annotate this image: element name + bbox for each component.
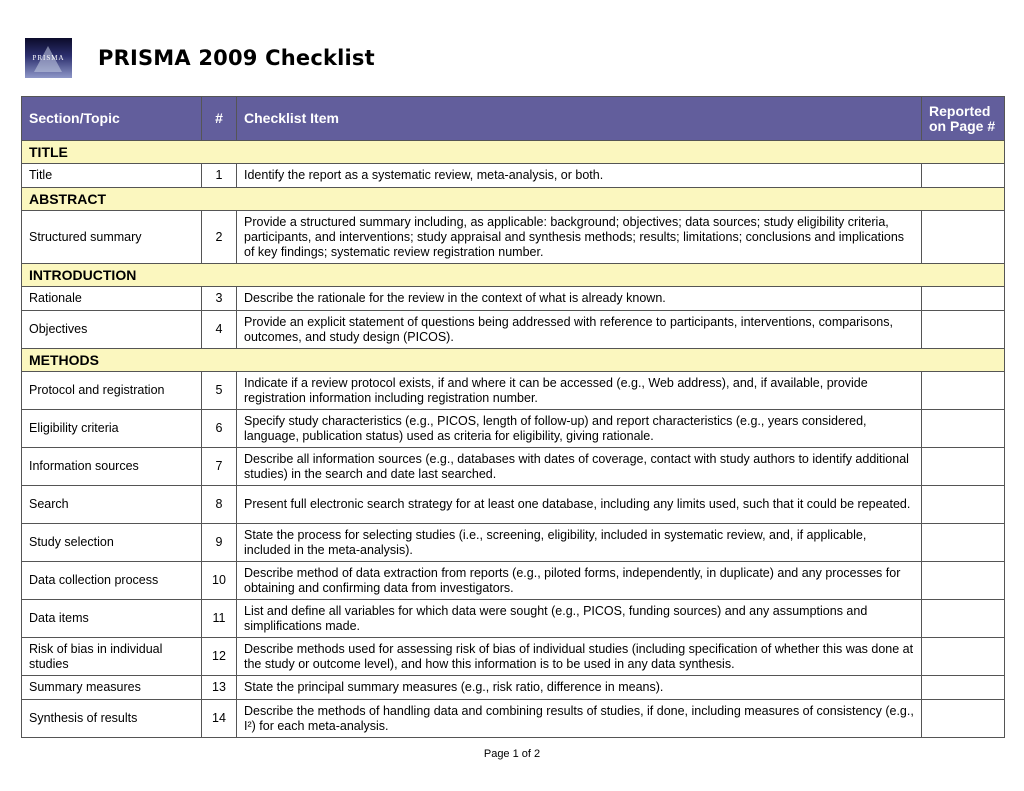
item-number-cell: 11: [202, 600, 237, 638]
topic-cell: Data items: [22, 600, 202, 638]
table-row: [22, 638, 1005, 676]
section-heading: TITLE: [22, 141, 1005, 164]
checklist-item-cell: List and define all variables for which data were sought (e.g., PICOS, funding sources) and any assumptions and simplifications made.: [237, 600, 922, 638]
item-number-cell: 2: [202, 211, 237, 264]
section-row: [22, 141, 1005, 164]
checklist-item-cell: Describe the rationale for the review in the context of what is already known.: [237, 287, 922, 311]
table-row: [22, 311, 1005, 349]
reported-page-cell[interactable]: [922, 562, 1005, 600]
reported-page-cell[interactable]: [922, 638, 1005, 676]
topic-cell: Rationale: [22, 287, 202, 311]
section-heading: METHODS: [22, 349, 1005, 372]
item-number-cell: 7: [202, 448, 237, 486]
section-row: [22, 349, 1005, 372]
page-title: PRISMA 2009 Checklist: [98, 46, 375, 70]
table-row: [22, 486, 1005, 524]
topic-cell: Information sources: [22, 448, 202, 486]
checklist-item-cell: Identify the report as a systematic review, meta-analysis, or both.: [237, 164, 922, 188]
table-row: [22, 448, 1005, 486]
item-number-cell: 10: [202, 562, 237, 600]
reported-page-cell[interactable]: [922, 164, 1005, 188]
topic-cell: Objectives: [22, 311, 202, 349]
checklist-item-cell: Describe method of data extraction from reports (e.g., piloted forms, independently, in duplicate) and any processes for obtaining and confirming data from investigators.: [237, 562, 922, 600]
reported-page-cell[interactable]: [922, 700, 1005, 738]
column-header-number: #: [202, 97, 237, 141]
item-number-cell: 8: [202, 486, 237, 524]
table-row: [22, 524, 1005, 562]
column-header-page: Reported on Page #: [922, 97, 1005, 141]
reported-page-cell[interactable]: [922, 676, 1005, 700]
topic-cell: Protocol and registration: [22, 372, 202, 410]
item-number-cell: 14: [202, 700, 237, 738]
topic-cell: Risk of bias in individual studies: [22, 638, 202, 676]
checklist-item-cell: Present full electronic search strategy for at least one database, including any limits used, such that it could be repeated.: [237, 486, 922, 524]
topic-cell: Study selection: [22, 524, 202, 562]
table-body: [22, 141, 1005, 738]
checklist-item-cell: Provide an explicit statement of questions being addressed with reference to participants, interventions, comparisons, outcomes, and study design (PICOS).: [237, 311, 922, 349]
item-number-cell: 9: [202, 524, 237, 562]
reported-page-cell[interactable]: [922, 410, 1005, 448]
item-number-cell: 4: [202, 311, 237, 349]
table-row: [22, 410, 1005, 448]
reported-page-cell[interactable]: [922, 372, 1005, 410]
reported-page-cell[interactable]: [922, 448, 1005, 486]
column-header-section: Section/Topic: [22, 97, 202, 141]
section-heading: INTRODUCTION: [22, 264, 1005, 287]
topic-cell: Synthesis of results: [22, 700, 202, 738]
logo-text: PRISMA: [32, 54, 65, 62]
table-row: [22, 372, 1005, 410]
item-number-cell: 12: [202, 638, 237, 676]
table-row: [22, 700, 1005, 738]
checklist-item-cell: Describe methods used for assessing risk of bias of individual studies (including specification of whether this was done at the study or outcome level), and how this information is to be used in any data synthesis.: [237, 638, 922, 676]
table-row: [22, 562, 1005, 600]
topic-cell: Structured summary: [22, 211, 202, 264]
reported-page-cell[interactable]: [922, 311, 1005, 349]
table-row: [22, 287, 1005, 311]
section-row: [22, 264, 1005, 287]
topic-cell: Data collection process: [22, 562, 202, 600]
column-header-item: Checklist Item: [237, 97, 922, 141]
table-row: [22, 676, 1005, 700]
section-heading: ABSTRACT: [22, 188, 1005, 211]
reported-page-cell[interactable]: [922, 524, 1005, 562]
page-number: Page 1 of 2: [483, 748, 541, 760]
reported-page-cell[interactable]: [922, 287, 1005, 311]
table-header-row: [22, 97, 1005, 141]
checklist-item-cell: Specify study characteristics (e.g., PICOS, length of follow-up) and report characteristics (e.g., years considered, language, publication status) used as criteria for eligibility, giving rationale.: [237, 410, 922, 448]
item-number-cell: 13: [202, 676, 237, 700]
section-row: [22, 188, 1005, 211]
reported-page-cell[interactable]: [922, 486, 1005, 524]
reported-page-cell[interactable]: [922, 211, 1005, 264]
item-number-cell: 1: [202, 164, 237, 188]
table-row: [22, 211, 1005, 264]
checklist-item-cell: Describe the methods of handling data and combining results of studies, if done, including measures of consistency (e.g., I²) for each meta-analysis.: [237, 700, 922, 738]
table-row: [22, 164, 1005, 188]
topic-cell: Search: [22, 486, 202, 524]
topic-cell: Summary measures: [22, 676, 202, 700]
checklist-table: [21, 96, 1005, 738]
item-number-cell: 6: [202, 410, 237, 448]
topic-cell: Eligibility criteria: [22, 410, 202, 448]
reported-page-cell[interactable]: [922, 600, 1005, 638]
item-number-cell: 3: [202, 287, 237, 311]
checklist-item-cell: Indicate if a review protocol exists, if and where it can be accessed (e.g., Web address), and, if available, provide registration information including registration number.: [237, 372, 922, 410]
prisma-logo: [25, 38, 72, 78]
checklist-item-cell: Provide a structured summary including, as applicable: background; objectives; data sources; study eligibility criteria, participants, and interventions; study appraisal and synthesis methods; results; limitations; conclusions and implications of key findings; systematic review registration number.: [237, 211, 922, 264]
table-row: [22, 600, 1005, 638]
checklist-item-cell: State the process for selecting studies (i.e., screening, eligibility, included in systematic review, and, if applicable, included in the meta-analysis).: [237, 524, 922, 562]
topic-cell: Title: [22, 164, 202, 188]
checklist-item-cell: Describe all information sources (e.g., databases with dates of coverage, contact with study authors to identify additional studies) in the search and date last searched.: [237, 448, 922, 486]
checklist-item-cell: State the principal summary measures (e.g., risk ratio, difference in means).: [237, 676, 922, 700]
item-number-cell: 5: [202, 372, 237, 410]
